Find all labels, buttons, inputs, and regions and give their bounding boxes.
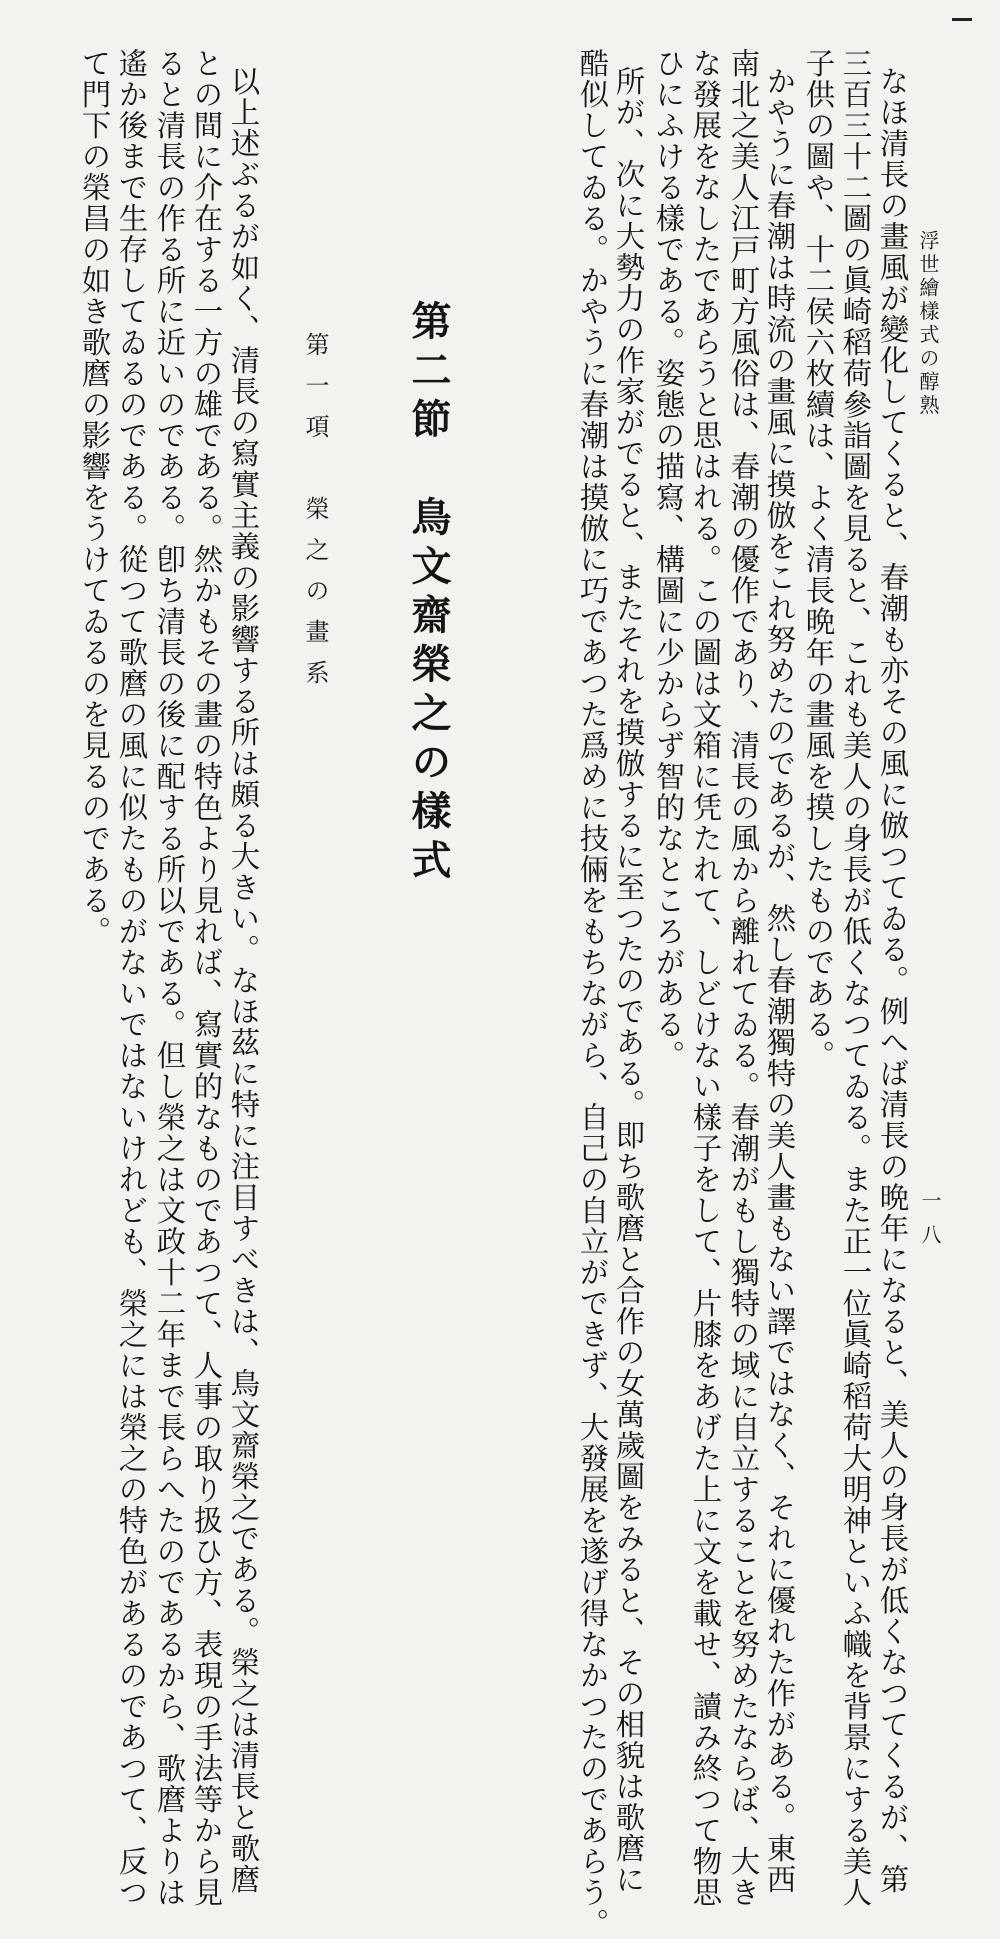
paragraph-1-line-1: なほ清長の畫風が變化してくると、春潮も亦その風に倣つてゐる。例へば清長の晩年になると、美人の身長が低くなつてくるが、第 (875, 66, 910, 1895)
paragraph-3-line-2: 酷似してゐる。かやうに春潮は摸倣に巧であつた爲めに技倆をもちながら、自己の自立ができず、大發展を遂げ得なかつたのであらう。 (575, 48, 610, 1939)
paragraph-4-line-3: ると清長の作る所に近いのである。卽ち清長の後に配する所以である。但し榮之は文政十二年まで長らへたのであるから、歌麿よりは (152, 48, 187, 1908)
running-header: 浮世繪樣式の醇熟 (916, 230, 940, 418)
paragraph-4-line-1: 以上述ぶるが如く、清長の寫實主義の影響する所は頗る大きい。なほ茲に特に注目すべきは、鳥文齋榮之である。榮之は清長と歌麿 (226, 66, 261, 1895)
paragraph-4-line-2: との間に介在する一方の雄である。然かもその畫の特色より見れば、寫實的なものであつて、人事の取り扱ひ方、表現の手法等から見 (189, 48, 224, 1908)
corner-mark (952, 18, 972, 21)
section-heading: 第二節 鳥文齋榮之の樣式 (405, 300, 452, 888)
paragraph-2-line-1: かやうに春潮は時流の畫風に摸倣をこれ努めたのであるが、然し春潮獨特の美人畫もない譯ではなく、それに優れた作がある。東西 (762, 66, 797, 1895)
paragraph-2-line-2: 南北之美人江戸町方風俗は、春潮の優作であり、清長の風から離れてゐる。春潮がもし獨特の域に自立することを努めたならば、大き (726, 48, 761, 1908)
paragraph-1-line-3: 子供の圖や、十二侯六枚續は、よく清長晩年の畫風を摸したものである。 (801, 48, 836, 1071)
paragraph-4-line-5: て門下の榮昌の如き歌麿の影響をうけてゐるのを見るのである。 (77, 48, 112, 947)
paragraph-3-line-1: 所が、次に大勢力の作家がでると、またそれを摸倣するに至つたのである。即ち歌麿と合作の女萬歲圖をみると、その相貌は歌麿に (611, 66, 646, 1895)
paragraph-1-line-2: 三百三十二圖の眞崎稻荷參詣圖を見ると、これも美人の身長が低くなつてゐる。また正一位眞崎稻荷大明神といふ幟を背景にする美人 (838, 48, 873, 1908)
subsection-heading: 第一項 榮之の畫系 (301, 332, 329, 701)
paragraph-4-line-4: 遙か後まで生存してゐるのである。從つて歌麿の風に似たものがないではないけれども、榮之には榮之の特色があるのであつて、反つ (114, 48, 149, 1908)
page-number: 一八 (918, 1190, 942, 1258)
paragraph-2-line-4: ひにふける樣である。姿態の描寫、構圖に少からず智的なところがある。 (651, 48, 686, 1071)
paragraph-2-line-3: な發展をなしたであらうと思はれる。この圖は文箱に凭たれて、しどけない樣子をして、片膝をあげた上に文を載せ、讀み終つて物思 (688, 48, 723, 1908)
